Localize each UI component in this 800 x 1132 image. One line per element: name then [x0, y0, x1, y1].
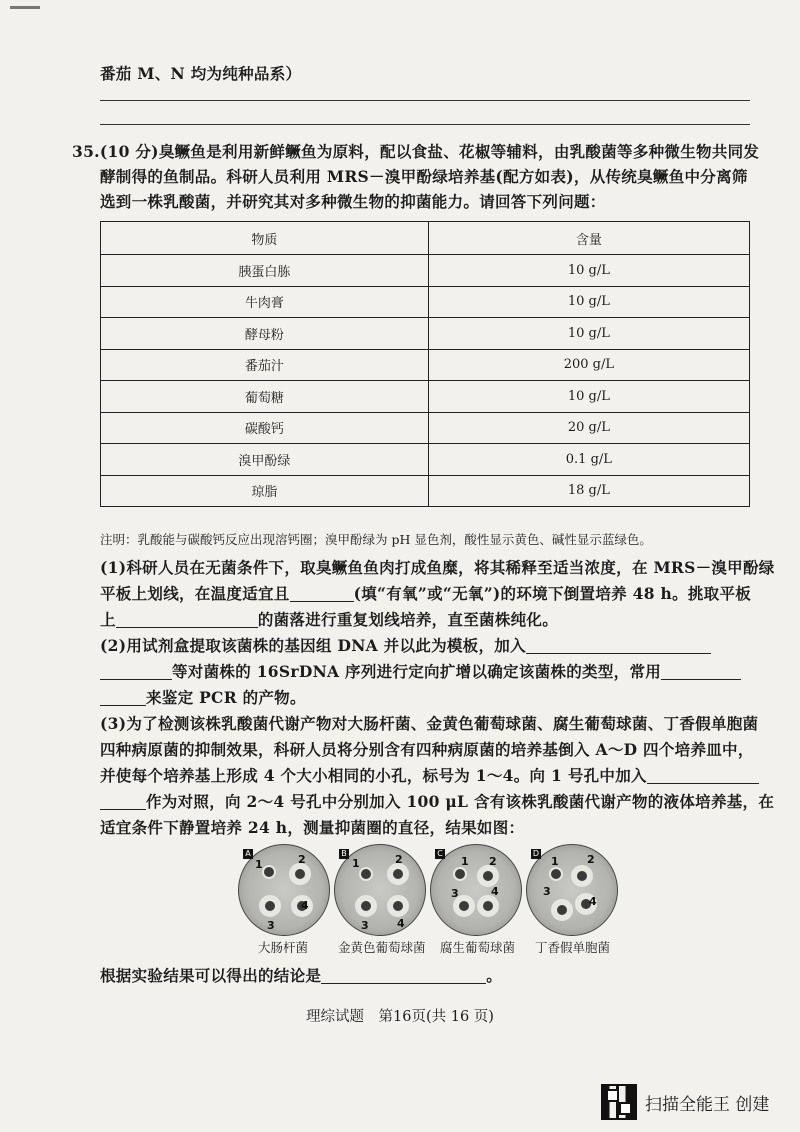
table-row	[101, 255, 750, 287]
dish-caption-d: 丁香假单胞菌	[535, 940, 611, 955]
table-cell-substance: 番茄汁	[101, 349, 429, 381]
well-number: 2	[489, 855, 497, 868]
question-35-line1	[72, 140, 759, 162]
well	[387, 895, 409, 917]
well	[359, 867, 373, 881]
petri-dish-photo	[238, 844, 330, 936]
table-row	[101, 444, 750, 476]
well	[262, 865, 276, 879]
well	[355, 895, 377, 917]
table-cell-substance: 碳酸钙	[101, 412, 429, 444]
well-number: 1	[461, 855, 469, 868]
part3-line1: (3)为了检测该株乳酸菌代谢产物对大肠杆菌、金黄色葡萄球菌、腐生葡萄球菌、丁香假单胞菌	[100, 714, 759, 733]
well	[387, 863, 409, 885]
answer-line	[100, 124, 750, 125]
answer-line	[100, 100, 750, 101]
part3-line3-text: 并使每个培养基上形成 4 个大小相同的小孔，标号为 1～4。向 1 号孔中加入	[100, 766, 647, 785]
table-cell-amount: 18 g/L	[428, 475, 749, 507]
answer-blank[interactable]	[100, 691, 146, 706]
dish-tag: D	[532, 849, 540, 858]
table-row	[101, 349, 750, 381]
part3-line4	[100, 790, 774, 812]
part1-line3-start: 上	[100, 610, 116, 629]
well	[551, 899, 573, 921]
well-number: 2	[395, 853, 403, 866]
well	[549, 867, 563, 881]
part3-line2: 四种病原菌的抑制效果，科研人员将分别含有四种病原菌的培养基倒入 A～D 四个培养皿中，	[100, 740, 754, 759]
conclusion-line	[100, 964, 502, 986]
medium-recipe-table	[100, 221, 750, 507]
conclusion-prefix: 根据实验结果可以得出的结论是	[100, 966, 322, 985]
table-cell-substance: 酵母粉	[101, 318, 429, 350]
table-row	[101, 475, 750, 507]
part1-line2-start: 平板上划线，在温度适宜且	[100, 584, 290, 603]
well-number: 2	[298, 853, 306, 866]
well	[477, 865, 499, 887]
question-number: 35.	[72, 142, 100, 161]
answer-blank[interactable]	[661, 665, 741, 680]
question-intro-2: 酵制得的鱼制品。科研人员利用 MRS－溴甲酚绿培养基(配方如表)，从传统臭鳜鱼中分离筛	[100, 167, 748, 186]
qr-code-icon	[601, 1084, 637, 1120]
well	[571, 865, 593, 887]
well-number: 2	[587, 853, 595, 866]
answer-blank[interactable]	[116, 613, 258, 628]
table-header-row	[101, 222, 750, 255]
part1-line1: (1)科研人员在无菌条件下，取臭鳜鱼鱼肉打成鱼糜，将其稀释至适当浓度，在 MRS－溴甲酚绿	[100, 558, 775, 577]
dish-caption-c: 腐生葡萄球菌	[440, 940, 516, 955]
answer-blank[interactable]	[290, 587, 354, 602]
question-points: (10 分)	[99, 142, 159, 161]
well-number: 4	[301, 899, 309, 912]
well	[477, 895, 499, 917]
answer-blank[interactable]	[647, 769, 759, 784]
well	[259, 895, 281, 917]
question-intro-1: 臭鳜鱼是利用新鲜鳜鱼为原料，配以食盐、花椒等辅料，由乳酸菌等多种微生物共同发	[158, 142, 760, 161]
table-cell-amount: 0.1 g/L	[428, 444, 749, 476]
petri-dish-b	[334, 844, 426, 936]
part3-line3	[100, 764, 759, 786]
answer-blank[interactable]	[321, 969, 486, 984]
petri-dish-c	[430, 844, 522, 936]
part1-line2	[100, 582, 751, 604]
scanner-watermark: 扫描全能王 创建	[645, 1095, 770, 1115]
answer-blank[interactable]	[526, 639, 711, 654]
well	[289, 863, 311, 885]
part2-line2	[100, 660, 741, 682]
question-intro-3: 选到一株乳酸菌，并研究其对多种微生物的抑菌能力。请回答下列问题：	[100, 192, 606, 211]
table-cell-substance: 葡萄糖	[101, 381, 429, 413]
table-cell-amount: 10 g/L	[428, 318, 749, 350]
part2-line3	[100, 686, 306, 708]
petri-dish-d	[526, 844, 618, 936]
well	[453, 867, 467, 881]
part2-line1	[100, 634, 711, 656]
well-number: 4	[589, 895, 597, 908]
table-header-substance: 物质	[101, 222, 429, 255]
answer-blank[interactable]	[100, 795, 146, 810]
table-cell-substance: 胰蛋白胨	[101, 255, 429, 287]
part2-line3-text: 来鉴定 PCR 的产物。	[146, 688, 306, 707]
table-cell-substance: 牛肉膏	[101, 286, 429, 318]
part1-line2-end: (填“有氧”或“无氧”)的环境下倒置培养 48 h。挑取平板	[353, 584, 752, 603]
well-number: 4	[397, 917, 405, 930]
part2-line2-text: 等对菌株的 16SrDNA 序列进行定向扩增以确定该菌株的类型，常用	[172, 662, 662, 681]
petri-dish-a	[238, 844, 330, 936]
well-number: 3	[451, 887, 459, 900]
table-cell-substance: 琼脂	[101, 475, 429, 507]
part2-line1-text: (2)用试剂盒提取该菌株的基因组 DNA 并以此为模板，加入	[100, 636, 526, 655]
petri-dish-photo	[526, 844, 618, 936]
well-number: 1	[255, 858, 263, 871]
dish-tag: A	[243, 849, 253, 859]
table-cell-amount: 20 g/L	[428, 412, 749, 444]
part1-line3-end: 的菌落进行重复划线培养，直至菌株纯化。	[257, 610, 559, 629]
page-footer: 理综试题 第16页(共 16 页)	[306, 1009, 494, 1025]
dish-caption-a: 大肠杆菌	[258, 940, 309, 955]
table-cell-amount: 10 g/L	[428, 286, 749, 318]
table-row	[101, 412, 750, 444]
previous-question-fragment: 番茄 M、N 均为纯种品系）	[100, 64, 302, 83]
table-row	[101, 318, 750, 350]
table-cell-amount: 10 g/L	[428, 255, 749, 287]
table-cell-amount: 200 g/L	[428, 349, 749, 381]
well-number: 1	[551, 855, 559, 868]
petri-dish-photo	[334, 844, 426, 936]
well-number: 3	[543, 885, 551, 898]
well-number: 1	[352, 857, 360, 870]
table-cell-substance: 溴甲酚绿	[101, 444, 429, 476]
table-header-amount: 含量	[428, 222, 749, 255]
dish-tag: C	[435, 849, 445, 859]
table-cell-amount: 10 g/L	[428, 381, 749, 413]
part3-line5: 适宜条件下静置培养 24 h，测量抑菌圈的直径，结果如图：	[100, 818, 525, 837]
dish-caption-b: 金黄色葡萄球菌	[338, 940, 426, 955]
well-number: 3	[361, 919, 369, 932]
well-number: 4	[491, 885, 499, 898]
table-row	[101, 381, 750, 413]
table-note: 注明：乳酸能与碳酸钙反应出现溶钙圈；溴甲酚绿为 pH 显色剂，酸性显示黄色、碱性显示蓝绿色。	[100, 532, 652, 547]
petri-dish-photo	[430, 844, 522, 936]
well-number: 3	[267, 919, 275, 932]
part3-line4-text: 作为对照，向 2～4 号孔中分别加入 100 μL 含有该株乳酸菌代谢产物的液体培养基，在	[146, 792, 775, 811]
scan-mark	[10, 6, 40, 9]
answer-blank[interactable]	[100, 665, 172, 680]
dish-tag: B	[339, 849, 349, 859]
table-row	[101, 286, 750, 318]
part1-line3	[100, 608, 558, 630]
conclusion-suffix: 。	[486, 966, 503, 985]
